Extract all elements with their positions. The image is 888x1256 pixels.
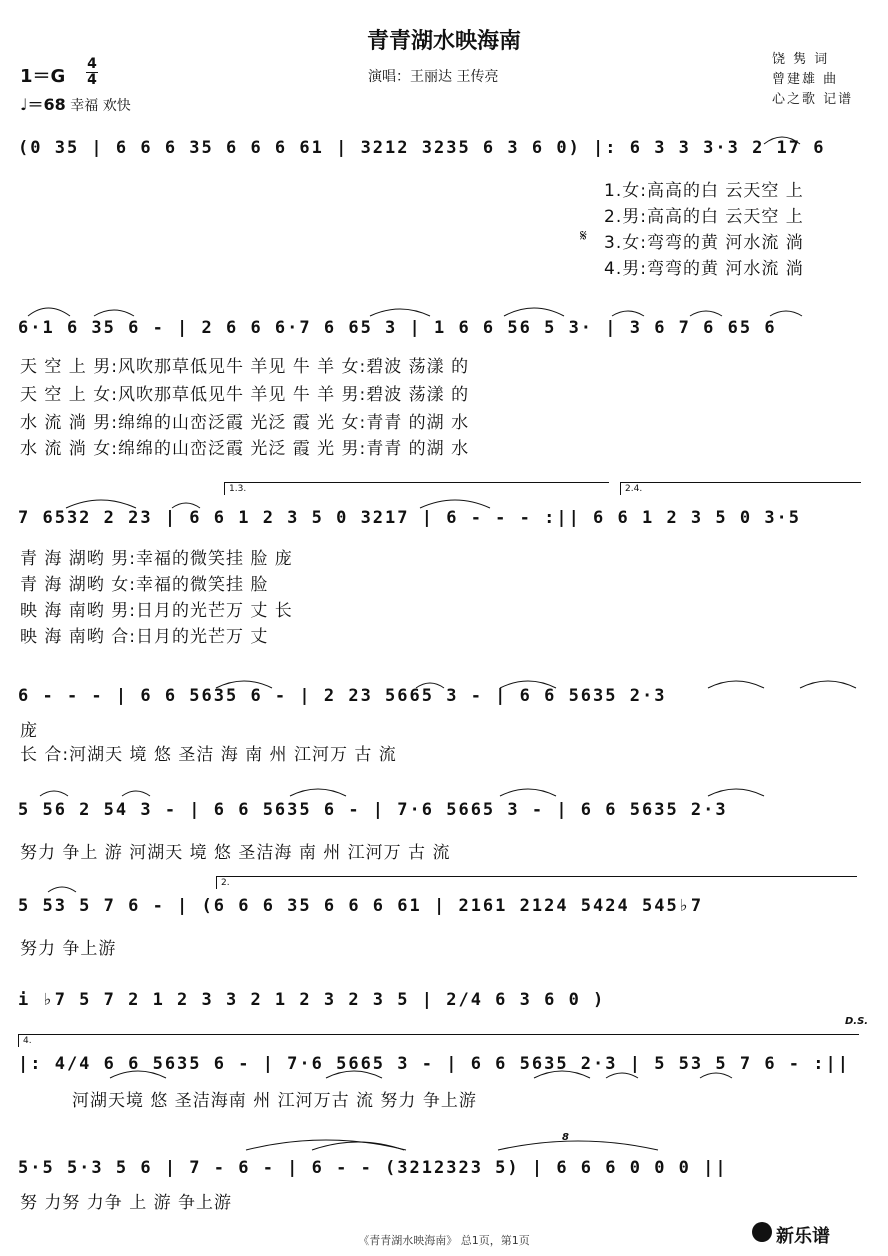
volta-bracket (620, 482, 861, 495)
lyric-line: 1.女:高高的白 云天空 上 (604, 181, 804, 201)
tempo-marking (20, 92, 131, 115)
lyricist: 饶 隽 词 (772, 52, 830, 67)
performer: 演唱：王丽达 王传亮 (368, 69, 499, 85)
volta-bracket (216, 876, 857, 889)
mood-text: 幸福 欢快 (70, 98, 131, 114)
brand-name: 新乐谱 (776, 1226, 830, 1247)
lyric-line: 水 流 淌 女:绵绵的山峦泛霞 光泛 霞 光 男:青青 的湖 水 (20, 439, 470, 459)
lyric-line: 庞 (20, 721, 38, 741)
volta-label: 4. (23, 1036, 32, 1046)
notation-row: i ♭7 5 7 2 1 2 3 3 2 1 2 3 2 3 5 | 2/4 6 3 6 0 ) (18, 990, 606, 1010)
lyric-line: 映 海 南哟 合:日月的光芒万 丈 (20, 627, 269, 647)
volta-bracket (18, 1034, 859, 1047)
lyric-line: 天 空 上 女:风吹那草低见牛 羊见 牛 羊 男:碧波 荡漾 的 (20, 385, 470, 405)
transcriber: 心之歌 记谱 (772, 92, 854, 107)
notation-row: 5 53 5 7 6 - | (6 6 6 35 6 6 6 61 | 2161 2124 5424 545♭7 (18, 896, 704, 916)
segno-icon: 𝄋 (580, 226, 587, 245)
notation-row: 7 6532 2 23 | 6 6 1 2 3 5 0 3217 | 6 - - - :|| 6 6 1 2 3 5 0 3·5 (18, 508, 802, 528)
lyric-line: 努 力努 力争 上 游 争上游 (20, 1193, 233, 1213)
lyric-line: 河湖天境 悠 圣洁海南 州 江河万古 流 努力 争上游 (72, 1091, 477, 1111)
notation-row: 6·1 6 35 6 - | 2 6 6 6·7 6 65 3 | 1 6 6 56 5 3· | 3 6 7 6 65 6 (18, 318, 777, 338)
tempo-value: ♩＝68 (20, 95, 66, 114)
volta-label: 1.3. (229, 484, 247, 494)
brand-logo-icon (752, 1222, 772, 1242)
lyric-line: 努力 争上游 (20, 939, 117, 959)
lyric-line: 努力 争上 游 河湖天 境 悠 圣洁海 南 州 江河万 古 流 (20, 843, 451, 863)
lyric-line: 青 海 湖哟 女:幸福的微笑挂 脸 (20, 575, 269, 595)
lyric-line: 水 流 淌 男:绵绵的山峦泛霞 光泛 霞 光 女:青青 的湖 水 (20, 413, 470, 433)
time-denominator: 4 (87, 72, 97, 88)
notation-row: (0 35 | 6 6 6 35 6 6 6 61 | 3212 3235 6 3 6 0) |: 6 3 3 3·3 2 17 6 (18, 138, 826, 158)
lyric-line: 青 海 湖哟 男:幸福的微笑挂 脸 庞 (20, 549, 293, 569)
volta-bracket (224, 482, 609, 495)
lyric-line: 映 海 南哟 男:日月的光芒万 丈 长 (20, 601, 293, 621)
lyric-line: 3.女:弯弯的黄 河水流 淌 (604, 233, 804, 253)
notation-row: |: 4/4 6 6 5635 6 - | 7·6 5665 3 - | 6 6 5635 2·3 | 5 53 5 7 6 - :|| (18, 1054, 850, 1074)
notation-row: 6 - - - | 6 6 5635 6 - | 2 23 5665 3 - | 6 6 5635 2·3 (18, 686, 667, 706)
volta-label: 2.4. (625, 484, 643, 494)
lyric-line: 2.男:高高的白 云天空 上 (604, 207, 804, 227)
key-signature: 1＝G (20, 66, 66, 87)
lyric-line: 天 空 上 男:风吹那草低见牛 羊见 牛 羊 女:碧波 荡漾 的 (20, 357, 470, 377)
time-signature (86, 58, 98, 87)
page-footer: 《青青湖水映海南》 总1页，第1页 (358, 1234, 530, 1247)
notation-row: 5 56 2 54 3 - | 6 6 5635 6 - | 7·6 5665 3 - | 6 6 5635 2·3 (18, 800, 728, 820)
volta-label: 2. (221, 878, 230, 888)
notation-row: 5·5 5·3 5 6 | 7 - 6 - | 6 - - (3212323 5) | 6 6 6 0 0 0 || (18, 1158, 728, 1178)
time-numerator: 4 (87, 56, 97, 72)
tuplet-number: 8 (562, 1132, 569, 1143)
lyric-line: 4.男:弯弯的黄 河水流 淌 (604, 259, 804, 279)
page-title: 青青湖水映海南 (366, 29, 521, 54)
lyric-line: 长 合:河湖天 境 悠 圣洁 海 南 州 江河万 古 流 (20, 745, 397, 765)
composer: 曾建雄 曲 (772, 72, 839, 87)
ds-marking: D.S. (845, 1016, 869, 1027)
